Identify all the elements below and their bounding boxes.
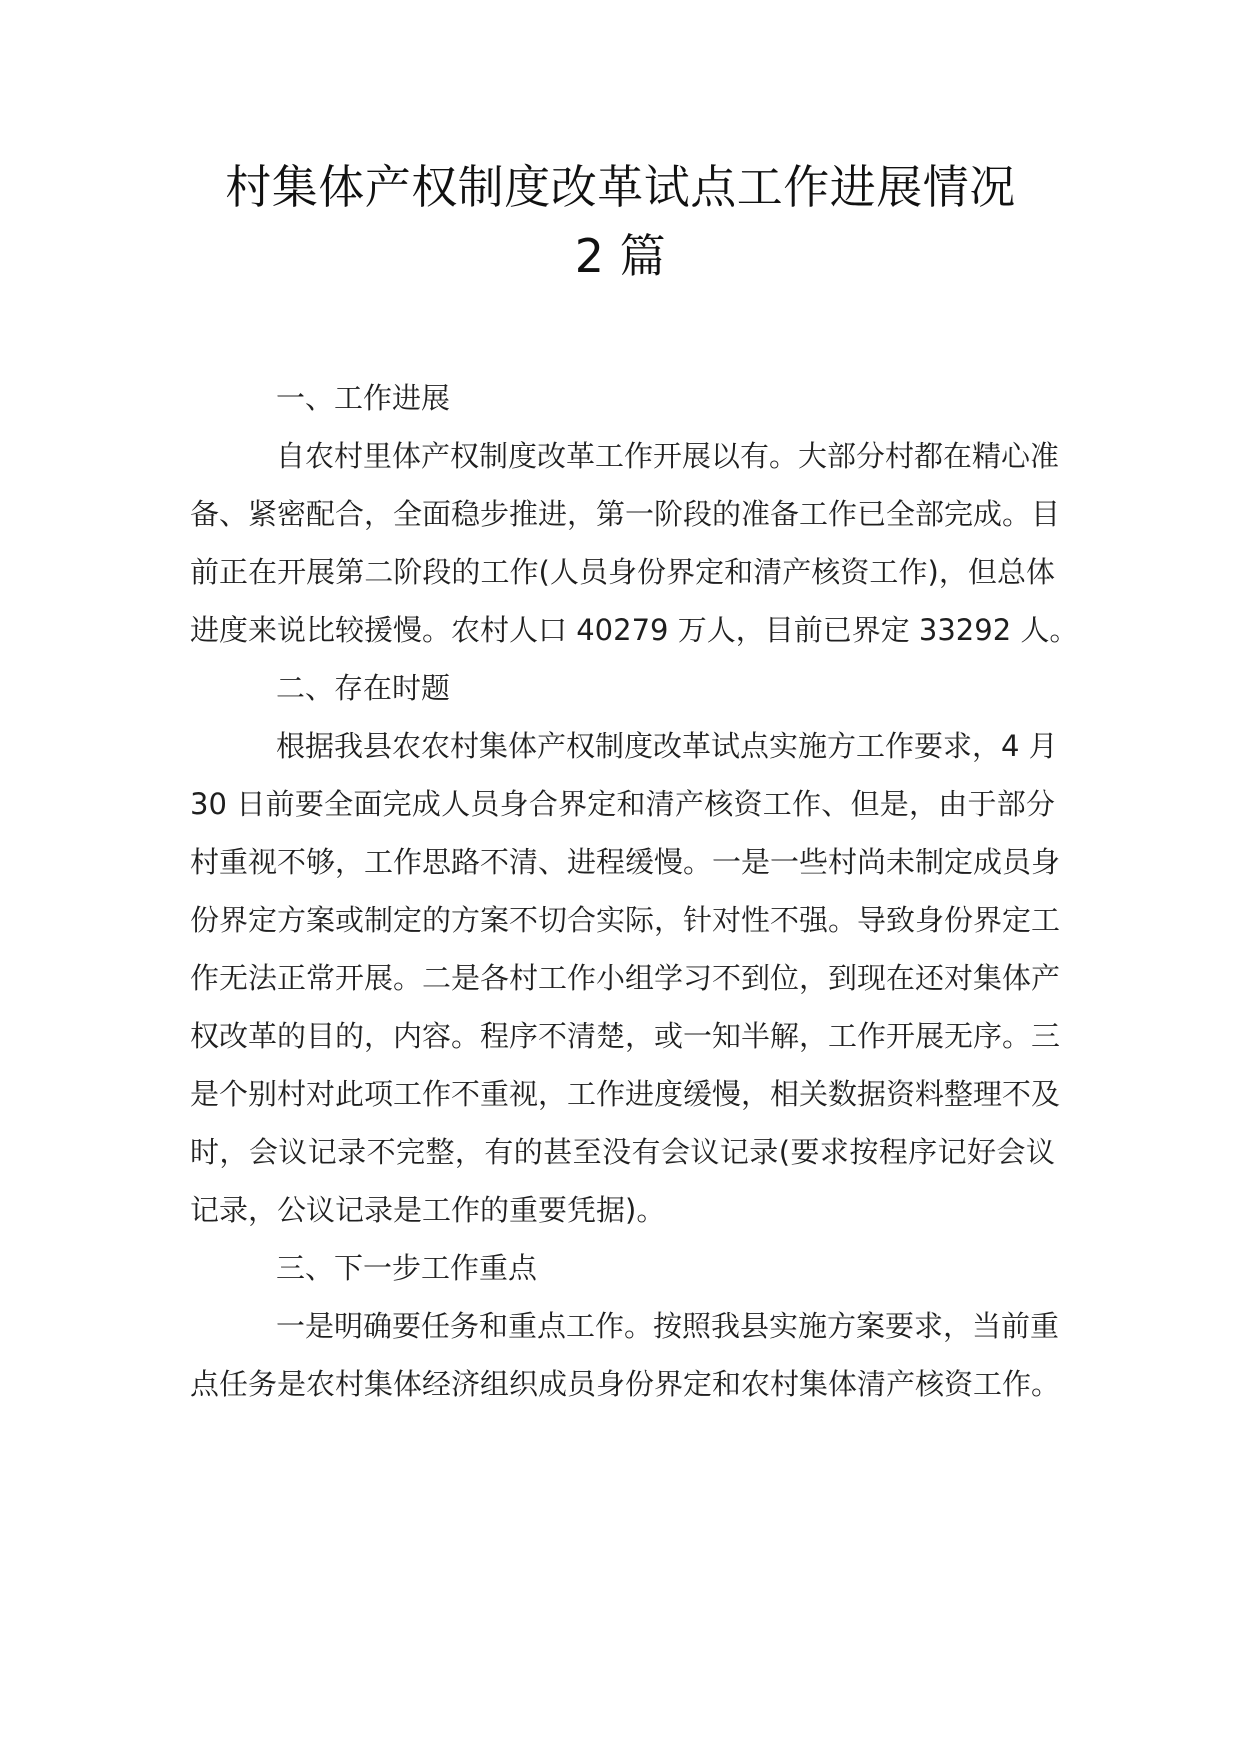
paragraph-line: 一是明确要任务和重点工作。按照我县实施方案要求，当前重 (276, 1309, 1060, 1343)
paragraph-line: 30 日前要全面完成人员身合界定和清产核资工作、但是，由于部分 (190, 787, 1055, 821)
paragraph-line: 前正在开展第二阶段的工作(人员身份界定和清产核资工作)，但总体 (190, 555, 1055, 589)
paragraph-line: 记录，公议记录是工作的重要凭据)。 (190, 1193, 666, 1227)
section-heading-next-steps: 三、下一步工作重点 (276, 1251, 538, 1285)
section-heading-problems: 二、存在时题 (276, 671, 451, 705)
section-heading-progress: 一、工作进展 (276, 381, 451, 415)
paragraph-line: 自农村里体产权制度改革工作开展以有。大部分村都在精心准 (276, 439, 1060, 473)
paragraph-line: 权改革的目的，内容。程序不清楚，或一知半解，工作开展无序。三 (190, 1019, 1061, 1053)
document-title-line-2: 2 篇 (574, 229, 667, 283)
paragraph-line: 根据我县农农村集体产权制度改革试点实施方工作要求，4 月 (276, 729, 1058, 763)
paragraph-line: 是个别村对此项工作不重视，工作进度缓慢，相关数据资料整理不及 (190, 1077, 1061, 1111)
paragraph-line: 村重视不够，工作思路不清、进程缓慢。一是一些村尚未制定成员身 (190, 845, 1061, 879)
paragraph-line: 点任务是农村集体经济组织成员身份界定和农村集体清产核资工作。 (190, 1367, 1061, 1401)
paragraph-line: 备、紧密配合，全面稳步推进，第一阶段的准备工作已全部完成。目 (190, 497, 1061, 531)
paragraph-line: 份界定方案或制定的方案不切合实际，针对性不强。导致身份界定工 (190, 903, 1061, 937)
paragraph-line: 作无法正常开展。二是各村工作小组学习不到位，到现在还对集体产 (190, 961, 1061, 995)
document-title-line-1: 村集体产权制度改革试点工作进展情况 (225, 160, 1016, 214)
paragraph-line: 进度来说比较援慢。农村人口 40279 万人，目前已界定 33292 人。 (190, 613, 1079, 647)
paragraph-line: 时，会议记录不完整，有的甚至没有会议记录(要求按程序记好会议 (190, 1135, 1055, 1169)
